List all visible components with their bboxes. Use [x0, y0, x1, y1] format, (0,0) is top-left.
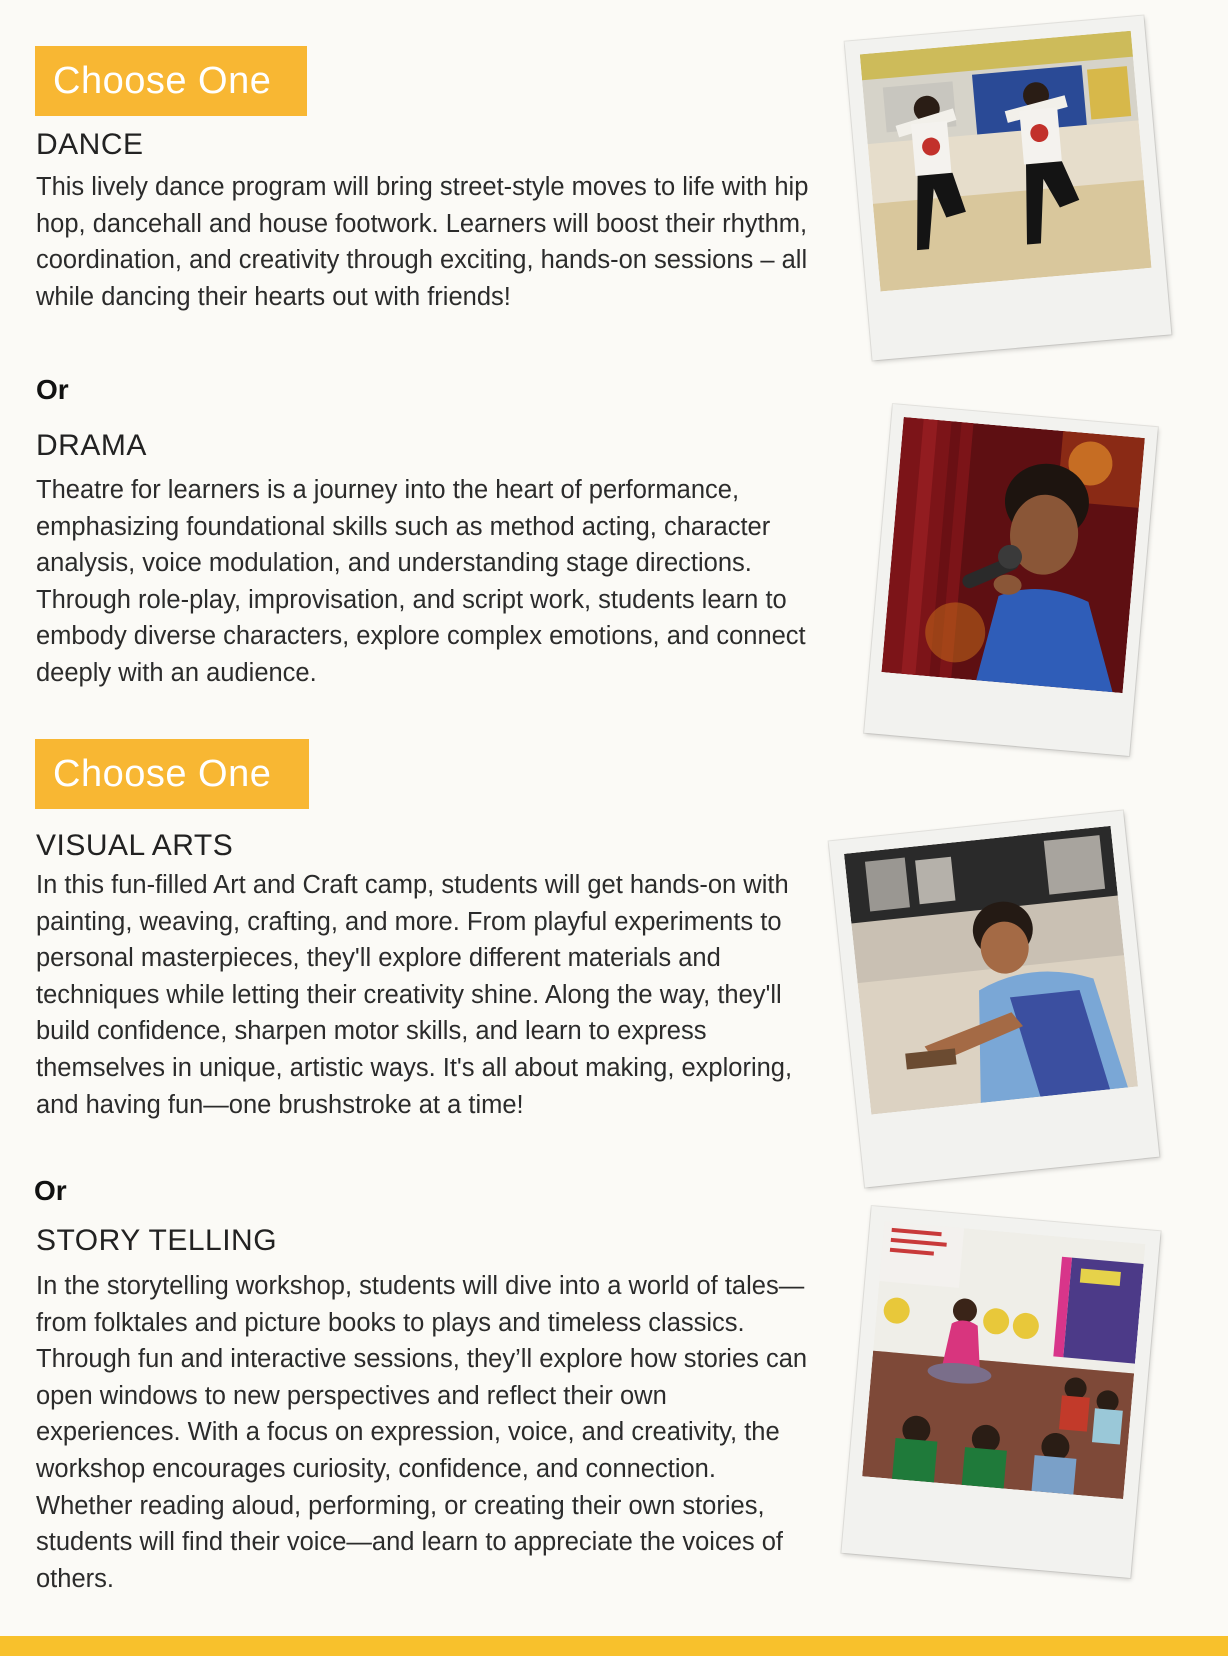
story-telling-description: In the storytelling workshop, students will dive into a world of tales—from folktales and picture books to plays and timeless classics. Through fun and interactive sessions, they’ll explore how stories can open windows to new perspectives and reflect their own experiences. With a focus on expression, voice, and creativity, the workshop encourages curiosity, confidence, and connection. Whether reading aloud, performing, or creating their own stories, students will find their voice—and learn to appreciate the voices of others.: [36, 1272, 808, 1593]
story-telling-photo-frame: [841, 1206, 1160, 1578]
dance-photo-frame: [845, 16, 1172, 361]
drama-photo: [881, 417, 1144, 693]
or-separator-1: Or: [36, 374, 69, 405]
story-telling-title: STORY TELLING: [36, 1224, 278, 1257]
dance-description: This lively dance program will bring street-style moves to life with hip hop, dancehall and house footwork. Learners will boost their rhythm, coordination, and creativity through exciting, hands-on sessions – all while dancing their hearts out with friends!: [36, 173, 809, 311]
choose-one-banner-2: Choose One: [35, 739, 309, 809]
or-separator-2: Or: [34, 1175, 67, 1206]
visual-arts-photo: [844, 826, 1138, 1115]
dance-photo: [860, 31, 1152, 292]
dance-title: DANCE: [36, 128, 144, 161]
drama-title: DRAMA: [36, 429, 147, 462]
bottom-accent-bar: [0, 1636, 1228, 1656]
visual-arts-description: In this fun-filled Art and Craft camp, students will get hands-on with painting, weaving, crafting, and more. From playful experiments to personal masterpieces, they'll explore different materials and techniques while letting their creativity shine. Along the way, they'll build confidence, sharpen motor skills, and learn to express themselves in unique, artistic ways. It's all about making, exploring, and having fun—one brushstroke at a time!: [36, 871, 793, 1119]
drama-description: Theatre for learners is a journey into the heart of performance, emphasizing foundational skills such as method acting, character analysis, voice modulation, and understanding stage directions. Through role-play, improvisation, and script work, students learn to embody diverse characters, explore complex emotions, and connect deeply with an audience.: [36, 476, 806, 687]
visual-arts-photo-frame: [829, 810, 1160, 1187]
story-telling-photo: [862, 1221, 1145, 1499]
drama-photo-frame: [864, 404, 1158, 756]
visual-arts-title: VISUAL ARTS: [36, 829, 234, 862]
choose-one-banner-1: Choose One: [35, 46, 307, 116]
